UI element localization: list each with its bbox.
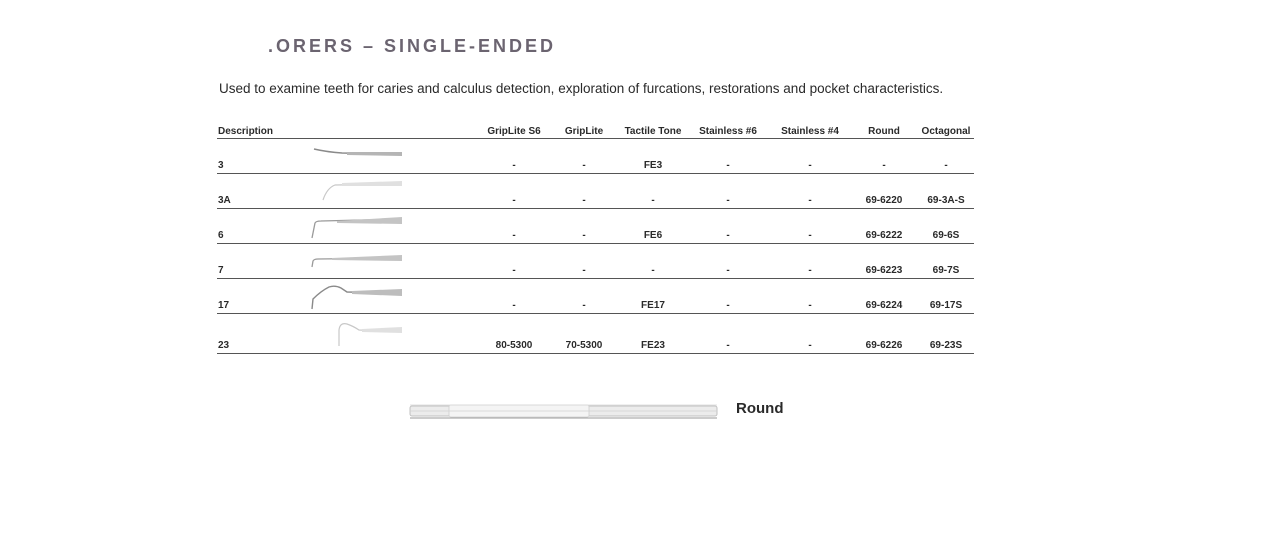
table-row: 6 - - FE6 - - 69-6222 69-6S: [217, 209, 974, 244]
header-description: Description: [218, 126, 274, 137]
handle-label: Round: [736, 400, 784, 417]
row-description: 23: [218, 340, 230, 351]
explorer-6-icon: [307, 211, 402, 241]
row-description: 17: [218, 300, 230, 311]
explorer-23-icon: [307, 316, 402, 346]
explorers-table: [217, 122, 974, 354]
row-description: 3A: [218, 195, 231, 206]
row-description: 7: [218, 265, 224, 276]
table-row: 23 80-5300 70-5300 FE23 - - 69-6226 69-23S: [217, 314, 974, 354]
row-description: 6: [218, 230, 224, 241]
row-description: 3: [218, 160, 224, 171]
table-row: 17 - - FE17 - - 69-6224 69-17S: [217, 279, 974, 314]
round-handle-icon: [409, 402, 718, 420]
table-row: 7 - - - - - 69-6223 69-7S: [217, 244, 974, 279]
table-row: 3 - - FE3 - - - -: [217, 139, 974, 174]
explorer-3-icon: [307, 141, 402, 171]
table-row: 3A - - - - - 69-6220 69-3A-S: [217, 174, 974, 209]
explorer-3a-icon: [307, 176, 402, 206]
intro-text: Used to examine teeth for caries and calculus detection, exploration of furcations, restorations and pocket characteristics.: [219, 81, 944, 96]
page-title: .ORERS – SINGLE-ENDED: [268, 36, 557, 56]
explorer-7-icon: [307, 246, 402, 276]
explorer-17-icon: [307, 281, 402, 311]
table-header: Description GripLite S6 GripLite Tactile Tone Stainless #6 Stainless #4 Round Octagonal: [217, 122, 974, 139]
